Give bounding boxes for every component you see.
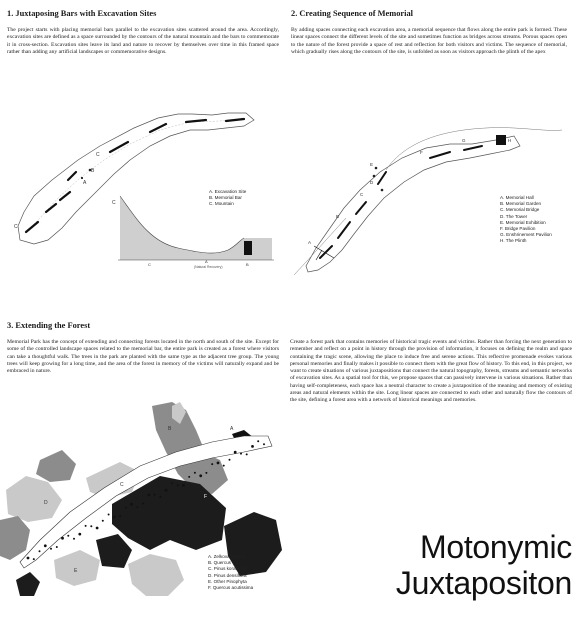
tree-dot — [165, 489, 168, 492]
section2-heading: 2. Creating Sequence of Memorial — [291, 9, 413, 18]
map-label-c1: C — [96, 152, 100, 158]
tree-dot — [39, 550, 41, 552]
tree-dot — [263, 443, 265, 445]
tree-dot — [205, 472, 207, 474]
tree-dot — [108, 514, 110, 516]
legend-item: H. The Plinth — [500, 238, 527, 244]
section-caption: (Natural Recovery) — [194, 265, 223, 269]
legend-item: F. Quercus acutissima — [208, 585, 254, 591]
map-label-c3: C — [14, 224, 18, 230]
tree-dot — [199, 474, 202, 477]
tree-dot — [194, 472, 196, 474]
map-label-a: A — [230, 426, 234, 432]
tree-dot — [90, 525, 92, 527]
map-label-d: D — [44, 500, 48, 506]
tree-dot — [56, 546, 58, 548]
legend-item: D. Pinus densiflora — [208, 572, 247, 578]
section1-legend — [209, 189, 246, 208]
tree-dot — [96, 527, 99, 530]
section1-body: The project starts with placing memorial bars parallel to the excavation sites scattered around the area. Accordingly, excavation sites are defined as a space surrounded by the contours of the natural mountain and the bars to commemorate it in cross-section. Excavation sites leave its land and nature to recover by themselves over time in this framed space rather than adding any artificial landscapes or commemorative designs. — [7, 27, 279, 55]
tree-dot — [33, 558, 35, 560]
tree-dot — [211, 463, 213, 465]
tree-dot — [61, 537, 64, 540]
map-label-a: A — [308, 240, 312, 245]
excavation-site-plan — [0, 100, 290, 270]
project-title-line2: Juxtapositon — [395, 565, 572, 601]
tree-dot — [50, 548, 52, 550]
legend-item: A. Excavation Site — [209, 189, 247, 194]
legend-item: G. Enshrinement Pavilion — [500, 232, 552, 238]
tree-dot — [78, 533, 81, 536]
legend-item: C. Memorial Bridge — [500, 207, 540, 213]
section-label-a: A — [205, 259, 208, 264]
tree-dot — [73, 538, 75, 540]
tree-dot — [85, 525, 87, 527]
tree-dot — [240, 453, 242, 455]
legend-item: A. Zelkova serrata — [208, 554, 246, 559]
map-label-f: F — [204, 494, 208, 500]
section2-body: By adding spaces connecting each excavation area, a memorial sequence that flows along the entire park is formed. These linear spaces connect the different levels of the site and sometimes function as bridges across streams. Porous spaces open to the nature of the forest provide a space of rest and reflection for both visitors and victims. The sequence of memorial, which gradually rises along the contours of the site, is unfolded as soon as visitors approach the plinth of the apex — [291, 27, 567, 55]
tree-dot — [177, 484, 179, 486]
legend-item: E. Memorial Exhibition — [500, 219, 546, 225]
tree-dot — [246, 453, 248, 455]
legend-item: C. Mountain — [209, 201, 234, 207]
tree-dot — [119, 515, 121, 517]
site-outline — [306, 136, 520, 272]
map-label-e: E — [74, 568, 78, 574]
legend-item: F. Bridge Pavilion — [500, 226, 536, 232]
tree-dot — [188, 476, 190, 478]
tree-dot — [251, 445, 254, 448]
tree-dot — [229, 459, 231, 461]
tree-dot — [102, 520, 104, 522]
legend-item: B. Quercus — [208, 560, 231, 566]
tree-dot — [148, 494, 151, 497]
map-label-a: A — [83, 180, 87, 186]
map-label-b: B — [91, 168, 95, 174]
project-title-line1: Motonymic — [419, 529, 572, 565]
tree-dot — [67, 535, 69, 537]
map-label-b: B — [168, 426, 172, 432]
tree-dot — [217, 462, 220, 465]
tree-dot — [113, 516, 116, 519]
tree-dot — [159, 496, 161, 498]
section2-legend — [500, 195, 552, 245]
legend-item: C. Pinus koraiensis — [208, 566, 248, 572]
legend-item: A. Memorial Hall — [500, 195, 534, 200]
map-label-e: E — [370, 162, 374, 167]
map-label-c: C — [120, 482, 124, 488]
tree-dot — [182, 484, 185, 487]
tree-dot — [142, 503, 144, 505]
map-label-c2: C — [112, 200, 116, 206]
summary-body: Create a forest park that contains memories of historical tragic events and victims. Rather than forcing the next generation to remember and reflect on a point in history through the provision of information, it focuses on defining the realm and space containing the tragic scene, allowing the place to induce free and serene actions. This reflective promenade evokes various personal memories and finally makes it possible to connect them with the great flow of history. To this end, in this project, we want to create situations of various juxtapositions that connect the natural topography, forests, streams and semantic networks of excavation sites. As a spatial tool for this, we propose spaces that can passively intervene in various situations. Rather than having self-completeness, each space has a neutral character to create a juxtaposition of the meaning and memory of existing areas and natural elements within the site. Long linear spaces are connected to each other and naturally flow the contours of the site, defining a forest area with a network of historical meanings and memories. — [290, 339, 572, 404]
cross-section-diagram — [118, 196, 274, 269]
tree-dot — [44, 544, 47, 547]
map-label-b: B — [336, 214, 340, 219]
tree-dot — [223, 465, 225, 467]
tree-dot — [136, 506, 138, 508]
section3-heading: 3. Extending the Forest — [7, 321, 91, 330]
legend-item: E. Other Pinophyta — [208, 578, 247, 584]
map-label-c: C — [360, 192, 364, 197]
section3-legend — [208, 554, 253, 591]
section3-body: Memorial Park has the concept of extending and connecting forests located in the north and south of the site. Except for some of the controlled landscape spaces related to the memorial bar, the entire park is created as a forest where visitors can take a thoughtful walk. The trees in the park are planted with the same type as the adjacent tree group. The young trees will keep growing for a long time, and the area of the forest in memory of the victims will naturally expand and be embraced in nature. — [7, 339, 279, 375]
tree-dot — [257, 440, 259, 442]
map-label-h: H — [508, 138, 512, 143]
legend-item: B. Memorial Garden — [500, 201, 542, 207]
tree-dot — [27, 557, 30, 560]
tree-dot — [154, 494, 156, 496]
map-label-f: F — [420, 150, 423, 155]
section1-heading: 1. Juxtaposing Bars with Excavation Sites — [7, 9, 157, 18]
tree-dot — [234, 451, 237, 454]
section-label-b: B — [246, 262, 249, 267]
tree-dot — [171, 482, 173, 484]
tree-dot — [125, 507, 127, 509]
tree-dot — [130, 503, 133, 506]
map-label-d: D — [370, 180, 374, 185]
legend-item: B. Memorial Bar — [209, 195, 242, 201]
section-label-c: C — [148, 262, 151, 267]
legend-item: D. The Tower — [500, 213, 528, 219]
map-label-g: G — [462, 138, 466, 143]
